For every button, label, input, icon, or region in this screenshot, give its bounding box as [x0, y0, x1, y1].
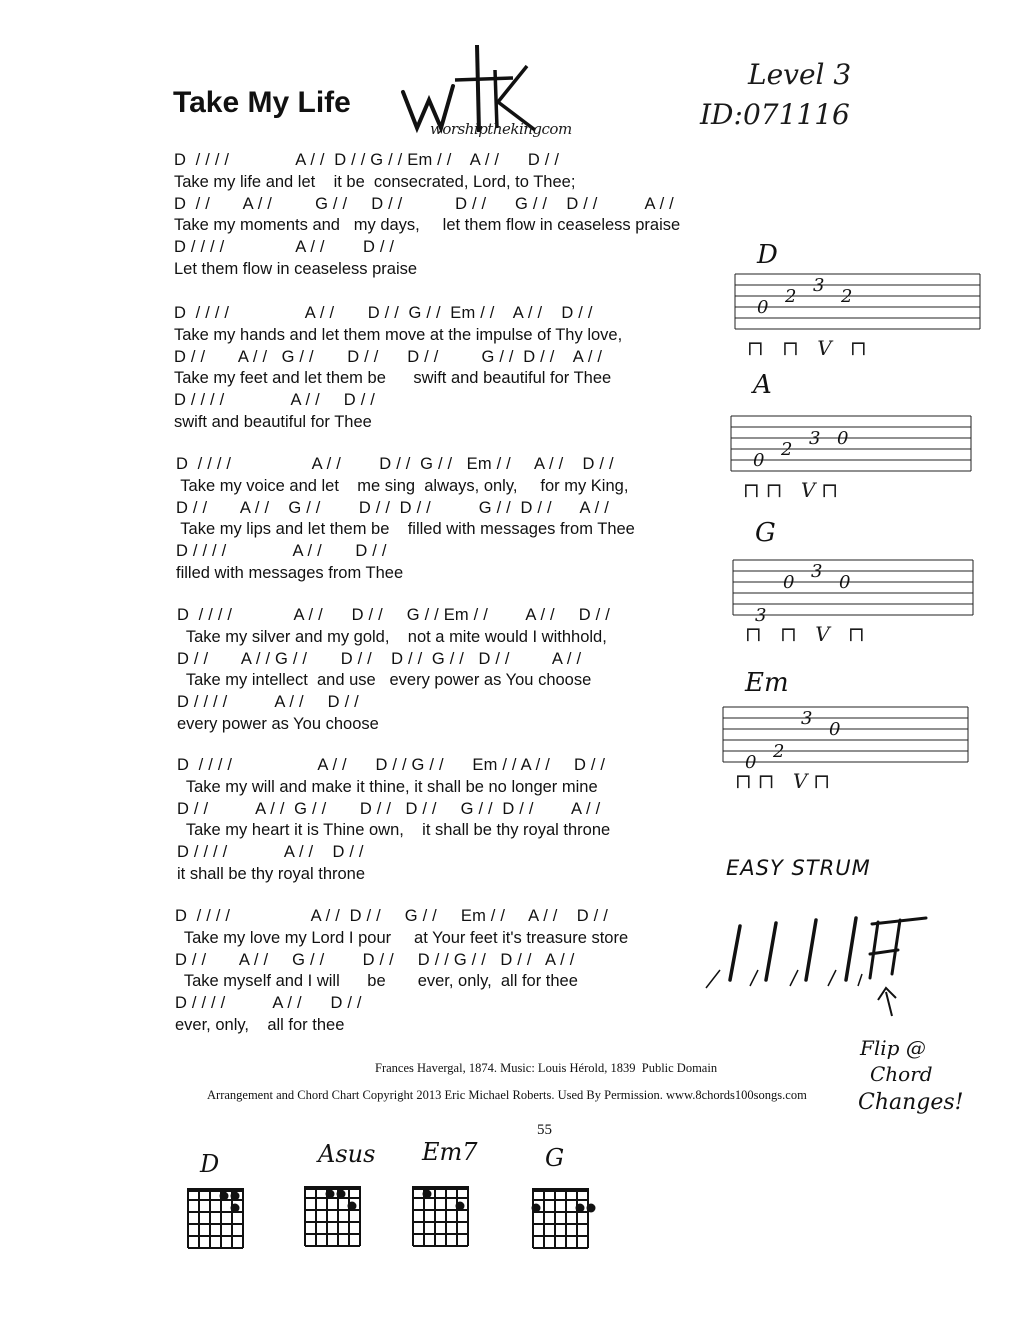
tab-fret-number: 0	[837, 428, 849, 449]
tab-fret-number: 2	[785, 286, 797, 307]
finger-dot	[576, 1204, 585, 1213]
page-title: Take My Life	[173, 86, 351, 119]
tab-fret-number: 2	[773, 741, 785, 762]
tab-fret-number: 3	[813, 275, 825, 296]
tab-staff	[731, 412, 971, 478]
tab-fret-number: 2	[841, 286, 853, 307]
finger-dot	[532, 1204, 541, 1213]
flip-note-2: Chord	[870, 1062, 933, 1086]
chord-line: D / / / / A / / D / /	[174, 391, 376, 410]
lyric-line: Let them flow in ceaseless praise	[174, 260, 418, 278]
lyric-line: filled with messages from Thee	[176, 564, 404, 582]
chord-line: D / / / / A / / D / /	[176, 542, 387, 561]
tab-fret-number: 0	[783, 572, 795, 593]
tab-fret-number: 3	[755, 605, 767, 626]
finger-dot	[231, 1192, 240, 1201]
tab-fret-number: 0	[753, 450, 765, 471]
lyric-line: Take my hands and let them move at the impulse of Thy love,	[174, 325, 623, 344]
finger-dot	[587, 1204, 596, 1213]
logo-url-text: worshipthekingcom	[430, 120, 572, 138]
finger-dot	[220, 1192, 229, 1201]
lyric-line: Take my heart it is Thine own, it shall be thy royal throne	[177, 821, 611, 840]
tab-fret-number: 0	[757, 297, 769, 318]
tab-chord-name: A	[753, 370, 772, 400]
chord-line: D / / / / A / / D / /	[174, 238, 395, 257]
tab-fret-number: 3	[809, 428, 821, 449]
chord-diagram-name: Asus	[318, 1140, 376, 1168]
finger-dot	[348, 1202, 357, 1211]
flip-note-3: Changes!	[858, 1090, 964, 1115]
chord-box	[413, 1186, 475, 1248]
tab-staff	[735, 270, 980, 336]
tab-strum-marks: ⊓⊓ V⊓	[735, 769, 837, 793]
chord-diagram-name: D	[200, 1150, 220, 1178]
lyric-line: swift and beautiful for Thee	[174, 413, 372, 431]
id-text: ID:071116	[700, 98, 850, 131]
finger-dot	[456, 1202, 465, 1211]
chord-line: D / / A / / G / / D / / D / / G / / D / / A / /	[174, 347, 603, 366]
lyric-line: Take my will and make it thine, it shall be no longer mine	[177, 777, 598, 796]
chord-line: D / / / / A / / D / / G / / Em / / A / / D / /	[174, 151, 560, 169]
chord-line: D / / / / A / / D / /	[175, 994, 362, 1013]
tab-chord-name: Em	[745, 668, 789, 698]
tab-fret-number: 2	[781, 439, 793, 460]
finger-dot	[326, 1190, 335, 1199]
chord-line: D / / / / A / / D / / G / / Em / / A / / D / /	[177, 606, 610, 624]
credits-line-1: Frances Havergal, 1874. Music: Louis Hérold, 1839 Public Domain	[375, 1061, 718, 1075]
lyric-line: Take myself and I will be ever, only, all for thee	[175, 972, 578, 991]
tab-staff	[723, 703, 968, 773]
lyric-line: Take my silver and my gold, not a mite would I withhold,	[177, 627, 607, 646]
tab-chord-name: D	[757, 240, 778, 270]
lyric-line: Take my feet and let them be swift and beautiful for Thee	[174, 369, 612, 388]
lyric-line: it shall be thy royal throne	[177, 865, 366, 883]
chord-diagram-name: Em7	[422, 1138, 478, 1166]
chord-line: D / / / / A / / D / /	[177, 843, 364, 862]
chord-box	[188, 1188, 250, 1250]
lyric-line: ever, only, all for thee	[175, 1016, 345, 1034]
lyric-line: Take my lips and let them be filled with messages from Thee	[176, 520, 635, 539]
strum-label: EASY STRUM	[726, 856, 871, 880]
tab-fret-number: 3	[801, 708, 813, 729]
tab-strum-marks: ⊓ ⊓ V ⊓	[745, 622, 871, 646]
chord-line: D / / A / / G / / D / / D / / G / / D / / A / /	[175, 950, 575, 969]
tab-fret-number: 3	[811, 561, 823, 582]
chord-line: D / / A / / G / / D / / D / / G / / D / / A / /	[177, 649, 582, 668]
credits-line-2: Arrangement and Chord Chart Copyright 2013 Eric Michael Roberts. Used By Permission. www.8chords100songs.com	[207, 1088, 807, 1102]
chord-line: D / / / / A / / D / / G / / Em / / A / / D / /	[174, 304, 593, 322]
page-number: 55	[537, 1122, 552, 1138]
tab-fret-number: 0	[839, 572, 851, 593]
finger-dot	[337, 1190, 346, 1199]
tab-strum-marks: ⊓ ⊓ V ⊓	[747, 336, 873, 360]
lyric-line: Take my moments and my days, let them flow in ceaseless praise	[174, 216, 681, 235]
tab-fret-number: 0	[745, 752, 757, 773]
chord-line: D / / / / A / / D / /	[177, 693, 359, 712]
chord-line: D / / A / / G / / D / / D / / G / / D / / A / /	[174, 194, 674, 213]
chord-line: D / / / / A / / D / / G / / Em / / A / / D / /	[177, 756, 606, 774]
chord-line: D / / A / / G / / D / / D / / G / / D / / A / /	[176, 498, 609, 517]
tab-chord-name: G	[755, 518, 776, 548]
tab-staff	[733, 556, 973, 626]
tab-fret-number: 0	[829, 719, 841, 740]
flip-note-1: Flip @	[860, 1036, 926, 1060]
lyric-line: Take my love my Lord I pour at Your feet it's treasure store	[175, 928, 629, 947]
level-text: Level 3	[748, 58, 852, 91]
chord-line: D / / A / / G / / D / / D / / G / / D / / A / /	[177, 799, 601, 818]
lyric-line: Take my intellect and use every power as You choose	[177, 671, 592, 690]
finger-dot	[231, 1204, 240, 1213]
tab-strum-marks: ⊓⊓ V⊓	[743, 478, 845, 502]
chord-line: D / / / / A / / D / / G / / Em / / A / / D / /	[176, 455, 614, 473]
finger-dot	[423, 1190, 432, 1199]
lyric-line: every power as You choose	[177, 715, 379, 733]
chord-diagram-name: G	[545, 1144, 565, 1172]
chord-line: D / / / / A / / D / / G / / Em / / A / / D / /	[175, 907, 608, 925]
strum-pattern-icon	[700, 908, 930, 1018]
lyric-line: Take my voice and let me sing always, only, for my King,	[176, 476, 629, 495]
chord-box	[305, 1186, 367, 1248]
lyric-line: Take my life and let it be consecrated, Lord, to Thee;	[174, 172, 576, 191]
chord-box	[533, 1188, 595, 1250]
